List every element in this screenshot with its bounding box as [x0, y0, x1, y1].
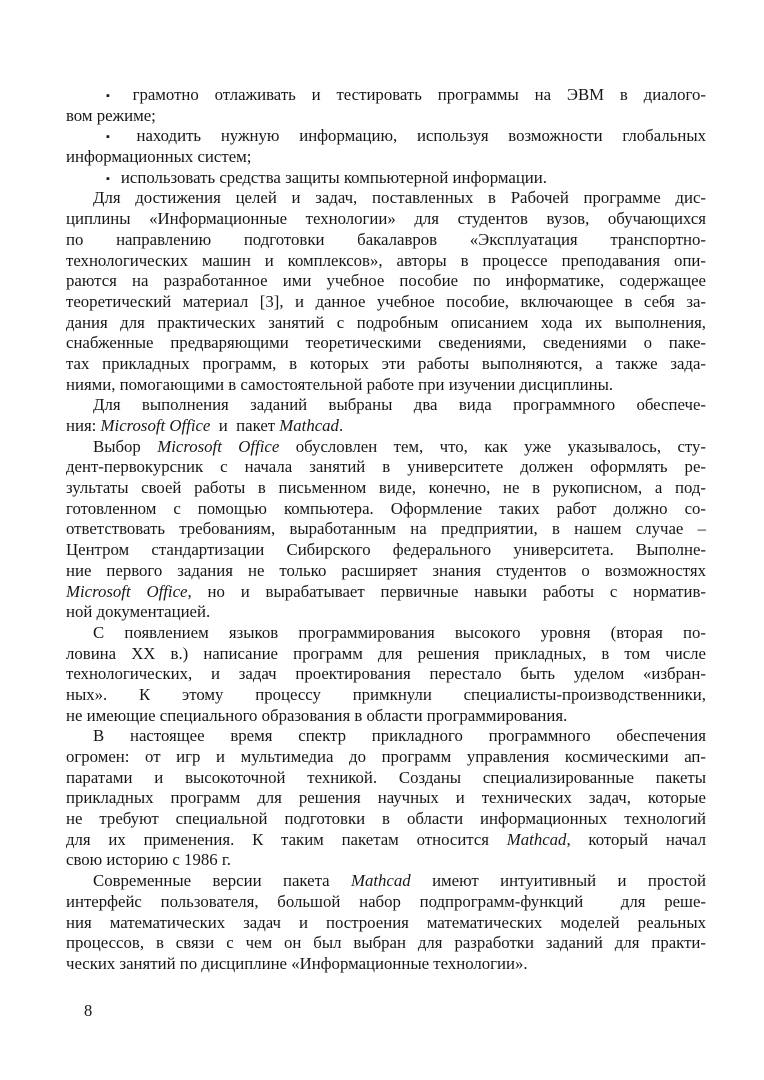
text-line: ▪ грамотно отлаживать и тестировать программы на ЭВМ в диалого-: [106, 85, 706, 104]
paragraph: [66, 871, 706, 974]
text-line: тах прикладных программ, в которых эти работы выполняются, а также зада-: [66, 353, 706, 373]
paragraph: [66, 437, 706, 623]
text-line: по направлению подготовки бакалавров «Эксплуатация транспортно-: [66, 229, 706, 249]
bullet-marker-icon: ▪: [106, 90, 122, 102]
paragraph: [66, 726, 706, 871]
text-line: ниями, помогающими в самостоятельной работе при изучении дисциплины.: [66, 374, 614, 394]
text-line: огромен: от игр и мультимедиа до программ управления космическими ап-: [66, 747, 706, 766]
page-number: 8: [84, 1001, 93, 1020]
italic-text: Microsoft Office: [66, 581, 188, 601]
text-line: ▪ использовать средства защиты компьютерной информации.: [106, 167, 547, 187]
italic-text: Mathcad: [506, 829, 567, 849]
text-line: технологических, и задач проектирования перестало быть уделом «избран-: [66, 664, 706, 684]
text-line: не требуют специальной подготовки в области информационных технологий: [66, 809, 706, 829]
bullet-item: [66, 126, 706, 167]
text-line: С появлением языков программирования высокого уровня (вторая по-: [93, 622, 706, 642]
text-line: Современные версии пакета Mathcad имеют интуитивный и простой: [93, 871, 706, 891]
text-line: свою историю с 1986 г.: [66, 850, 232, 870]
text-line: Microsoft Office, но и вырабатывает первичные навыки работы с норматив-: [66, 581, 706, 601]
text-line: теоретический материал [3], и данное учебное пособие, включающее в себя за-: [66, 291, 706, 311]
bullet-item: [66, 85, 706, 126]
text-line: дания для практических занятий с подробным описанием хода их выполнения,: [66, 312, 706, 332]
italic-text: Microsoft Office: [100, 416, 211, 435]
text-line: прикладных программ для решения научных и технических задач, которые: [66, 788, 706, 808]
text-line: готовленном с помощью компьютера. Оформление таких работ должно со-: [66, 498, 706, 518]
italic-text: Microsoft Office: [157, 436, 280, 456]
text-line: снабженные предваряющими теоретическими сведениями, сведениями о паке-: [66, 333, 706, 353]
text-line: ных». К этому процессу примкнули специалисты-производственники,: [66, 684, 706, 704]
text-line: Для выполнения заданий выбраны два вида программного обеспече-: [93, 395, 706, 415]
text-line: В настоящее время спектр прикладного программного обеспечения: [93, 726, 706, 746]
bullet-item: [66, 168, 706, 189]
text-line: дент-первокурсник с начала занятий в университете должен оформлять ре-: [66, 457, 706, 477]
text-line: ние первого задания не только расширяет знания студентов о возможностях: [66, 560, 706, 580]
text-line: для их применения. К таким пакетам относится Mathcad, который начал: [66, 829, 707, 849]
paragraph: [66, 188, 706, 395]
bullet-marker-icon: ▪: [106, 172, 110, 185]
text-line: паратами и высокоточной техникой. Созданы специализированные пакеты: [66, 767, 706, 787]
italic-text: Mathcad: [351, 871, 411, 891]
text-line: зультаты своей работы в письменном виде, конечно, не в рукописном, а под-: [66, 478, 706, 498]
text-line: циплины «Информационные технологии» для студентов вузов, обучающихся: [66, 209, 706, 229]
text-line: Для достижения целей и задач, поставленных в Рабочей программе дис-: [93, 188, 706, 208]
text-line: информационных систем;: [66, 147, 252, 167]
text-line: раются на разработанное ими учебное пособие по информатике, содержащее: [66, 271, 706, 291]
text-block: [66, 85, 706, 975]
text-line: ческих занятий по дисциплине «Информационные технологии».: [66, 953, 528, 973]
paragraph: [66, 395, 706, 436]
text-line: ответствовать требованиям, выработанным на предприятии, в нашем случае –: [66, 519, 706, 539]
text-line: процессов, в связи с чем он был выбран для разработки заданий для практи-: [66, 933, 706, 953]
bullet-marker-icon: ▪: [106, 131, 126, 144]
text-line: ния: Microsoft Office и пакет Mathcad.: [66, 416, 344, 435]
text-line: не имеющие специального образования в области программирования.: [66, 705, 568, 725]
paragraph: [66, 623, 706, 726]
text-line: Центром стандартизации Сибирского федерального университета. Выполне-: [66, 540, 706, 560]
text-line: ной документацией.: [66, 602, 211, 622]
text-line: ▪ находить нужную информацию, используя возможности глобальных: [106, 126, 706, 146]
text-line: вом режиме;: [66, 105, 156, 125]
text-line: ния математических задач и построения математических моделей реальных: [66, 912, 706, 932]
text-line: технологических машин и комплексов», авторы в процессе преподавания опи-: [66, 250, 706, 270]
text-line: интерфейс пользователя, большой набор подпрограмм-функций для реше-: [66, 891, 706, 911]
text-line: Выбор Microsoft Office обусловлен тем, что, как уже указывалось, сту-: [93, 436, 707, 456]
italic-text: Mathcad: [279, 416, 339, 435]
text-line: ловина XX в.) написание программ для решения прикладных, в том числе: [66, 643, 706, 663]
